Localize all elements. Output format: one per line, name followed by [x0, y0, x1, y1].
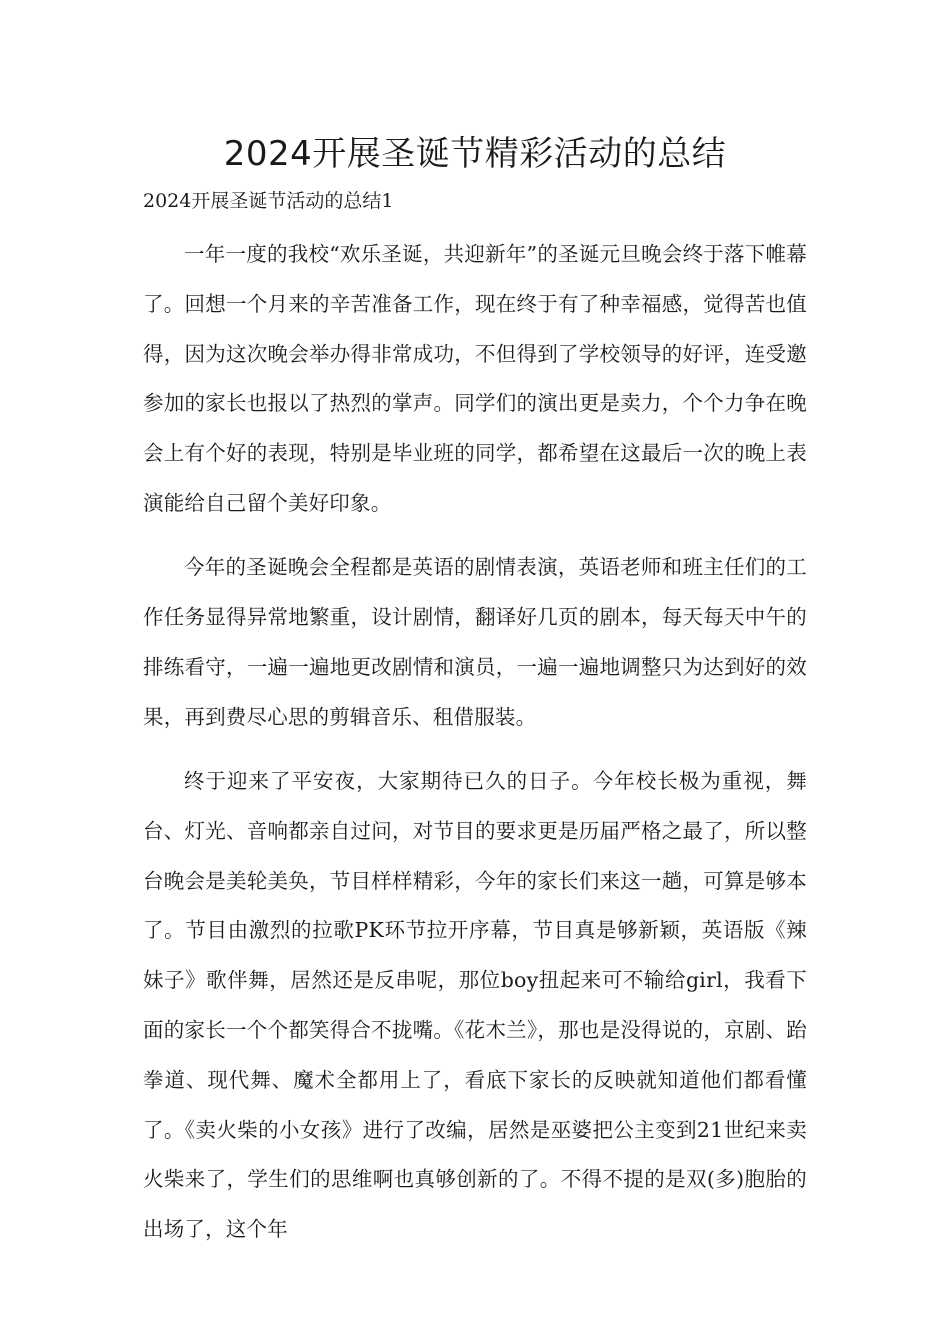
document-body	[143, 230, 807, 1269]
paragraph-3: 终于迎来了平安夜，大家期待已久的日子。今年校长极为重视，舞台、灯光、音响都亲自过问，对节目的要求更是历届严格之最了，所以整台晚会是美轮美奂，节目样样精彩，今年的家长们来这一趟，可算是够本了。节目由激烈的拉歌PK环节拉开序幕，节目真是够新颖，英语版《辣妹子》歌伴舞，居然还是反串呢，那位boy扭起来可不输给girl，我看下面的家长一个个都笑得合不拢嘴。《花木兰》，那也是没得说的，京剧、跆拳道、现代舞、魔术全都用上了，看底下家长的反映就知道他们都看懂了。《卖火柴的小女孩》进行了改编，居然是巫婆把公主变到21世纪来卖火柴来了，学生们的思维啊也真够创新的了。不得不提的是双(多)胞胎的出场了，这个年	[143, 768, 807, 1242]
section-subtitle: 2024开展圣诞节活动的总结1	[143, 190, 394, 212]
document-title: 2024开展圣诞节精彩活动的总结	[223, 134, 727, 174]
paragraph-1: 一年一度的我校“欢乐圣诞，共迎新年”的圣诞元旦晚会终于落下帷幕了。回想一个月来的辛苦准备工作，现在终于有了种幸福感，觉得苦也值得，因为这次晚会举办得非常成功，不但得到了学校领导的好评，连受邀参加的家长也报以了热烈的掌声。同学们的演出更是卖力，个个力争在晚会上有个好的表现，特别是毕业班的同学，都希望在这最后一次的晚上表演能给自己留个美好印象。	[143, 242, 807, 515]
paragraph-2: 今年的圣诞晚会全程都是英语的剧情表演，英语老师和班主任们的工作任务显得异常地繁重，设计剧情，翻译好几页的剧本，每天每天中午的排练看守，一遍一遍地更改剧情和演员，一遍一遍地调整只为达到好的效果，再到费尽心思的剪辑音乐、租借服装。	[143, 555, 807, 729]
